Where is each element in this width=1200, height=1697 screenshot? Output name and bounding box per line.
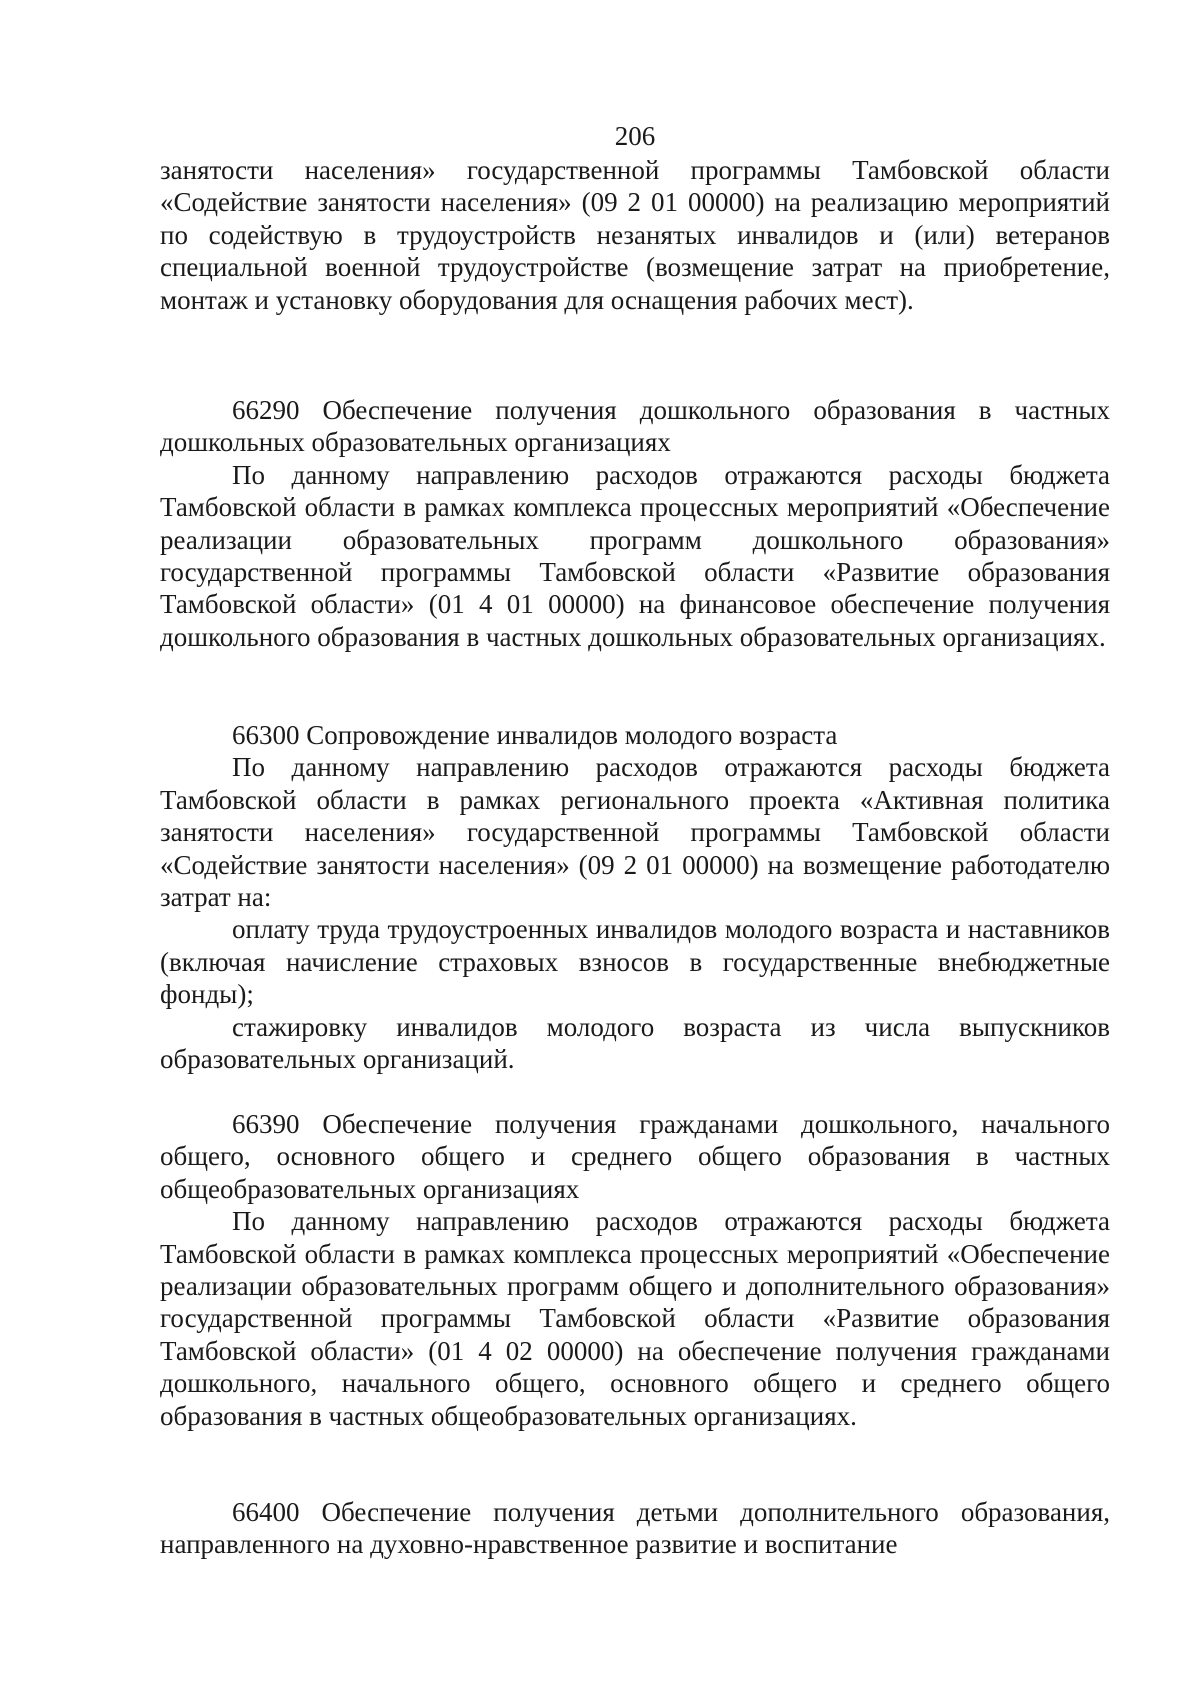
body-paragraph: По данному направлению расходов отражаются расходы бюджета Тамбовской области в рамках комплекса процессных мероприятий «Обеспечение реализации образовательных программ дошкольного образования» государственной программы Тамбовской области «Развитие образования Тамбовской области» (01 4 01 00000) на финансовое обеспечение получения дошкольного образования в частных дошкольных образовательных организациях. <box>160 459 1110 652</box>
section-66400 <box>160 1496 1110 1561</box>
section-continuation <box>160 154 1110 316</box>
section-heading: 66300 Сопровождение инвалидов молодого возраста <box>232 720 838 750</box>
body-paragraph: занятости населения» государственной программы Тамбовской области «Содействие занятости населения» (09 2 01 00000) на реализацию мероприятий по содействую в трудоустройств незанятых инвалидов и (или) ветеранов специальной военной трудоустройстве (возмещение затрат на приобретение, монтаж и установку оборудования для оснащения рабочих мест). <box>160 155 1110 315</box>
page-number: 206 <box>614 121 656 151</box>
section-heading: 66400 Обеспечение получения детьми дополнительного образования, направленного на духовно-нравственное развитие и воспитание <box>160 1497 1110 1560</box>
section-66300 <box>160 719 1110 1075</box>
section-heading: 66290 Обеспечение получения дошкольного образования в частных дошкольных образовательных организациях <box>160 395 1110 458</box>
section-66290 <box>160 394 1110 653</box>
body-paragraph: По данному направлению расходов отражаются расходы бюджета Тамбовской области в рамках комплекса процессных мероприятий «Обеспечение реализации образовательных программ общего и дополнительного образования» государственной программы Тамбовской области «Развитие образования Тамбовской области» (01 4 02 00000) на обеспечение получения гражданами дошкольного, начального общего, основного общего и среднего общего образования в частных общеобразовательных организациях. <box>160 1206 1110 1431</box>
list-item: стажировку инвалидов молодого возраста из числа выпускников образовательных организаций. <box>160 1011 1110 1075</box>
section-66390 <box>160 1108 1110 1432</box>
list-item: оплату труда трудоустроенных инвалидов молодого возраста и наставников (включая начисление страховых взносов в государственные внебюджетные фонды); <box>160 914 1110 1010</box>
section-heading: 66390 Обеспечение получения гражданами дошкольного, начального общего, основного общего и среднего общего образования в частных общеобразовательных организациях <box>160 1109 1110 1204</box>
body-paragraph: По данному направлению расходов отражаются расходы бюджета Тамбовской области в рамках регионального проекта «Активная политика занятости населения» государственной программы Тамбовской области «Содействие занятости населения» (09 2 01 00000) на возмещение работодателю затрат на: <box>160 752 1110 913</box>
